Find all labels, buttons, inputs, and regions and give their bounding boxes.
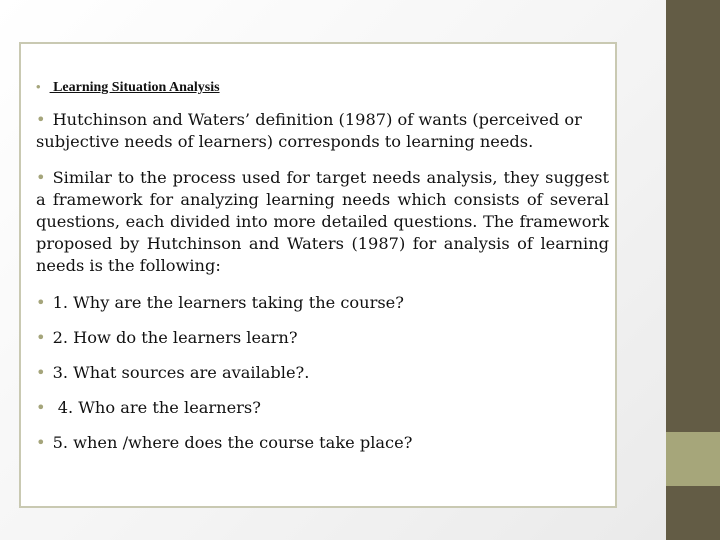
- question-item: [36, 362, 609, 384]
- paragraph-text: Similar to the process used for target needs analysis, they suggest a framework for analyzing learning needs which consists of several questions, each divided into more detailed questions. The framework proposed by Hutchinson and Waters (1987) for analysis of learning needs is the following:: [36, 168, 609, 275]
- question-item: [36, 292, 609, 314]
- bullet-icon: •: [36, 328, 46, 347]
- question-item: [36, 397, 609, 419]
- bullet-icon: •: [36, 293, 46, 312]
- question-text: 3. What sources are available?.: [52, 363, 310, 382]
- paragraph-wants-definition: [36, 109, 609, 153]
- bullet-icon: •: [36, 398, 46, 417]
- heading-text: Learning Situation Analysis: [49, 80, 220, 95]
- question-text: 1. Why are the learners taking the course?: [52, 293, 404, 312]
- bullet-icon: •: [36, 363, 46, 382]
- question-text: 5. when /where does the course take place?: [52, 433, 413, 452]
- sidebar-accent-block: [666, 432, 720, 486]
- question-text: 4. Who are the learners?: [52, 398, 261, 417]
- paragraph-framework: [36, 167, 609, 277]
- question-item: [36, 327, 609, 349]
- question-text: 2. How do the learners learn?: [52, 328, 298, 347]
- paragraph-text: Hutchinson and Waters’ definition (1987) of wants (perceived or subjective needs of learners) corresponds to learning needs.: [36, 110, 582, 151]
- bullet-icon: •: [36, 433, 46, 452]
- slide-heading: [36, 79, 609, 96]
- bullet-icon: •: [36, 168, 46, 187]
- question-item: [36, 432, 609, 454]
- bullet-icon: •: [36, 110, 46, 129]
- bullet-icon: •: [36, 79, 41, 94]
